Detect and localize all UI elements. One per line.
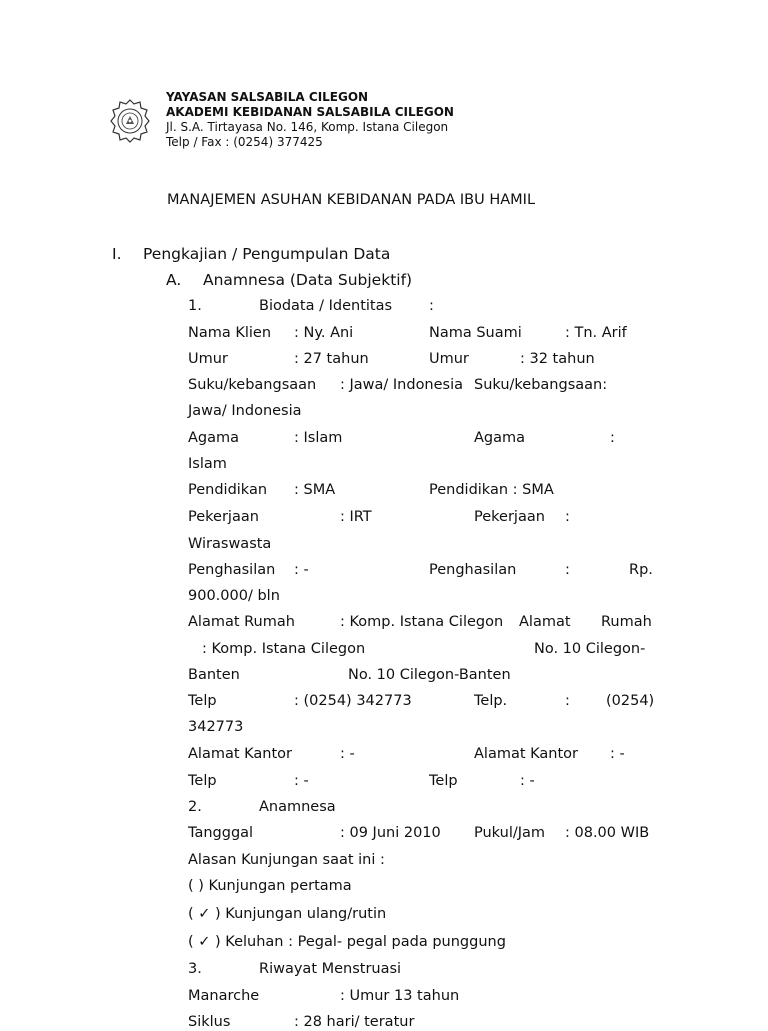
field-label: Alamat (519, 614, 571, 630)
subsection-letter: A. (166, 271, 182, 289)
field-value: : Komp. Istana Cilegon (202, 641, 366, 657)
field-value: : Jawa/ Indonesia (340, 377, 464, 393)
field-label: Manarche (188, 988, 260, 1004)
field-value: : 27 tahun (294, 351, 369, 367)
field-value: Wiraswasta (188, 536, 272, 552)
field-value: Islam (188, 456, 227, 472)
address: Jl. S.A. Tirtayasa No. 146, Komp. Istana Cilegon (166, 120, 449, 134)
item-label: Biodata / Identitas (259, 298, 393, 314)
section-title: Pengkajian / Pengumpulan Data (143, 245, 391, 263)
field-value: No. 10 Cilegon- (534, 641, 646, 657)
item-label: Riwayat Menstruasi (259, 961, 402, 977)
field-label: Nama Suami (429, 325, 522, 341)
field-label: Umur (188, 351, 228, 367)
field-value: : 08.00 WIB (565, 825, 650, 841)
checkbox-option: ( ) Kunjungan pertama (188, 878, 352, 894)
field-label-value: Pendidikan : SMA (429, 482, 554, 498)
field-label: Umur (429, 351, 469, 367)
field-value: : Komp. Istana Cilegon (340, 614, 504, 630)
phone-fax: Telp / Fax : (0254) 377425 (166, 135, 323, 149)
field-value: : IRT (340, 509, 372, 525)
field-label: Pekerjaan (474, 509, 545, 525)
field-currency: Rp. (629, 562, 653, 578)
field-label: Telp (188, 693, 217, 709)
field-label: Penghasilan (188, 562, 276, 578)
field-label: Tangggal (188, 825, 254, 841)
field-label: Penghasilan (429, 562, 517, 578)
field-value: (0254) (606, 693, 655, 709)
item-label: Anamnesa (259, 799, 336, 815)
field-value: Jawa/ Indonesia (188, 403, 302, 419)
field-label: Pekerjaan (188, 509, 259, 525)
item-number: 2. (188, 799, 202, 815)
field-value: : - (294, 773, 309, 789)
item-number: 3. (188, 961, 202, 977)
field-colon: : (610, 430, 615, 446)
field-value: : Umur 13 tahun (340, 988, 460, 1004)
field-label: Siklus (188, 1014, 231, 1030)
document-title: MANAJEMEN ASUHAN KEBIDANAN PADA IBU HAMIL (167, 192, 536, 208)
checkbox-option: ( ✓ ) Keluhan : Pegal- pegal pada punggung (188, 934, 506, 950)
subsection-title: Anamnesa (Data Subjektif) (203, 271, 413, 289)
field-value: : 32 tahun (520, 351, 595, 367)
field-label: Pendidikan (188, 482, 268, 498)
field-value: : Islam (294, 430, 343, 446)
item-number: 1. (188, 298, 202, 314)
field-value: : Tn. Arif (565, 325, 627, 341)
field-value: : (0254) 342773 (294, 693, 412, 709)
field-label: Alamat Kantor (188, 746, 292, 762)
field-label: Alamat Kantor (474, 746, 578, 762)
field-label: Telp (429, 773, 458, 789)
field-colon: : (565, 509, 570, 525)
field-colon: : (565, 693, 570, 709)
item-colon: : (429, 298, 434, 314)
field-value: : Ny. Ani (294, 325, 354, 341)
academy-name: AKADEMI KEBIDANAN SALSABILA CILEGON (166, 105, 454, 119)
field-value: 342773 (188, 719, 244, 735)
checkbox-option: ( ✓ ) Kunjungan ulang/rutin (188, 906, 387, 922)
org-name: YAYASAN SALSABILA CILEGON (166, 90, 369, 104)
field-label: Suku/kebangsaan (188, 377, 317, 393)
visit-reason-label: Alasan Kunjungan saat ini : (188, 852, 385, 868)
field-value: : - (610, 746, 625, 762)
field-label: Pukul/Jam (474, 825, 546, 841)
field-value: : 28 hari/ teratur (294, 1014, 415, 1030)
field-value: : - (340, 746, 355, 762)
section-number: I. (112, 245, 122, 263)
field-label: Telp (188, 773, 217, 789)
field-label: Alamat Rumah (188, 614, 295, 630)
field-label: Nama Klien (188, 325, 272, 341)
field-value: Banten (188, 667, 240, 683)
field-label: Agama (474, 430, 526, 446)
academy-logo-icon (110, 99, 150, 143)
field-colon: : (565, 562, 570, 578)
field-label: Telp. (474, 693, 508, 709)
field-value: : - (294, 562, 309, 578)
field-value: : SMA (294, 482, 336, 498)
field-value: 900.000/ bln (188, 588, 280, 604)
field-label: Agama (188, 430, 240, 446)
field-value: : 09 Juni 2010 (340, 825, 441, 841)
field-value: : - (520, 773, 535, 789)
field-label: Suku/kebangsaan: (474, 377, 608, 393)
field-value: No. 10 Cilegon-Banten (348, 667, 511, 683)
field-label: Rumah (601, 614, 652, 630)
